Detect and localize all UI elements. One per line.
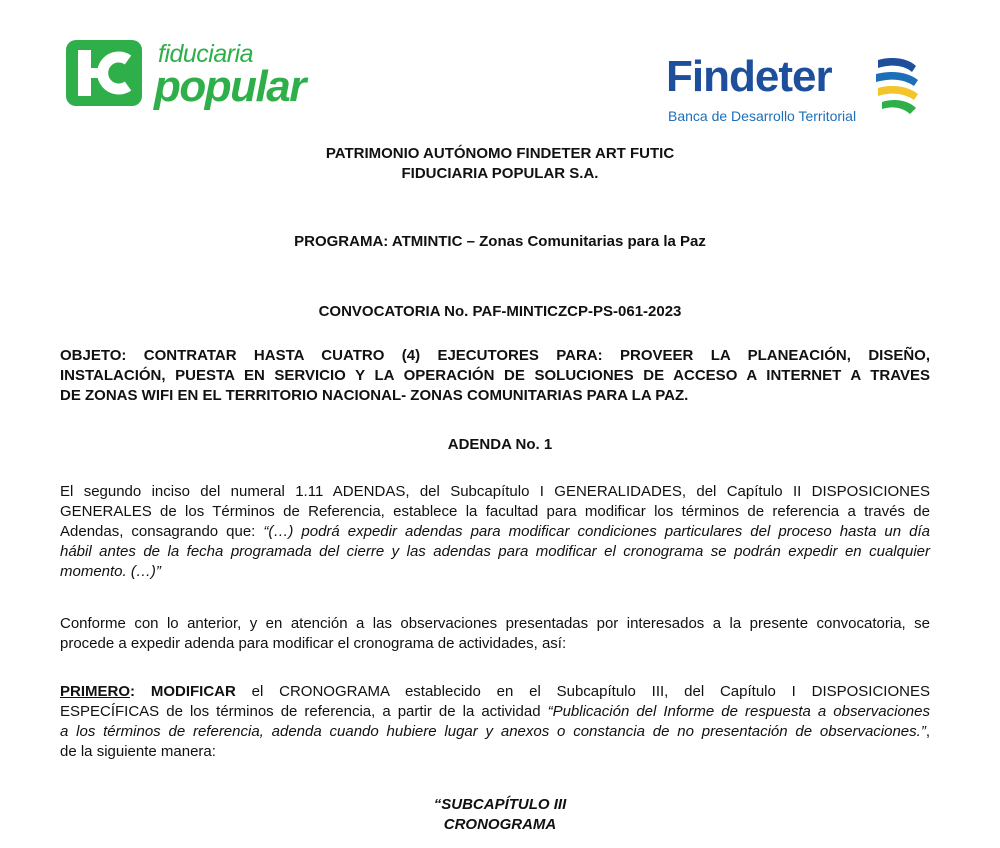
- paragraph-1: [60, 482, 930, 582]
- header-line-1: PATRIMONIO AUTÓNOMO FINDETER ART FUTIC: [325, 145, 675, 162]
- objeto-line-3: DE ZONAS WIFI EN EL TERRITORIO NACIONAL- ZONAS COMUNITARIAS PARA LA PAZ.: [60, 387, 689, 404]
- paragraph-1-line-3-plain: Adendas, consagrando que:: [60, 523, 264, 540]
- paragraph-1-line-2: GENERALES de los Términos de Referencia, establece la facultad para modificar los términos de referencia a través de: [60, 503, 930, 520]
- adenda-title: ADENDA No. 1: [447, 436, 553, 453]
- objeto-paragraph: [60, 346, 930, 406]
- paragraph-3-line-2-plain: ESPECÍFICAS de los términos de referencia, a partir de la actividad: [60, 703, 548, 720]
- paragraph-3-line-1: [60, 682, 930, 702]
- paragraph-1-quote-start: “(…) podrá expedir adendas para modificar condiciones particulares del proceso hasta un día: [263, 523, 930, 540]
- header-line-2: FIDUCIARIA POPULAR S.A.: [401, 165, 599, 182]
- paragraph-3-line-3: [60, 722, 930, 742]
- fiduciaria-logo-small-text: fiduciaria: [158, 40, 254, 68]
- modificar-label: MODIFICAR: [150, 683, 236, 700]
- findeter-logo: [666, 52, 928, 132]
- paragraph-3-line-2: [60, 702, 930, 722]
- paragraph-3-line-1-rest: el CRONOGRAMA establecido en el Subcapítulo III, del Capítulo I DISPOSICIONES: [235, 683, 930, 700]
- fiduciaria-logo-big-text: popular: [154, 62, 305, 111]
- primero-label: PRIMERO: [60, 683, 131, 700]
- convocatoria-title: CONVOCATORIA No. PAF-MINTICZCP-PS-061-2023: [318, 303, 682, 320]
- primero-colon: :: [130, 683, 151, 700]
- objeto-line-2: INSTALACIÓN, PUESTA EN SERVICIO Y LA OPERACIÓN DE SOLUCIONES DE ACCESO A INTERNET A TRAVES: [60, 367, 930, 384]
- findeter-logo-name: Findeter: [666, 52, 832, 101]
- paragraph-3-line-4: de la siguiente manera:: [60, 743, 216, 760]
- paragraph-3-activity-quote: “Publicación del Informe de respuesta a observaciones: [547, 703, 930, 720]
- objeto-line-1: OBJETO: CONTRATAR HASTA CUATRO (4) EJECUTORES PARA: PROVEER LA PLANEACIÓN, DISEÑO,: [60, 347, 930, 364]
- programa-title: PROGRAMA: ATMINTIC – Zonas Comunitarias para la Paz: [294, 233, 706, 250]
- paragraph-2-line-2: procede a expedir adenda para modificar el cronograma de actividades, así:: [60, 635, 567, 652]
- paragraph-1-line-3: [60, 522, 930, 542]
- findeter-logo-tagline: Banca de Desarrollo Territorial: [668, 108, 857, 124]
- findeter-stripes-icon: [872, 54, 924, 116]
- fiduciaria-popular-logo-icon: [66, 40, 142, 106]
- paragraph-3-activity-quote-cont: a los términos de referencia, adenda cuando hubiere lugar y anexos o constancia de no presentación de observaciones.”: [60, 723, 926, 740]
- paragraph-1-line-4: hábil antes de la fecha programada del cierre y las adendas para modificar el cronograma se podrán expedir en cualquier: [60, 543, 930, 560]
- paragraph-1-line-1: El segundo inciso del numeral 1.11 ADENDAS, del Subcapítulo I GENERALIDADES, del Capítulo II DISPOSICIONES: [60, 483, 930, 500]
- paragraph-3: [60, 682, 930, 762]
- paragraph-1-line-5: momento. (…)”: [60, 563, 161, 580]
- fiduciaria-popular-logo: [66, 40, 316, 112]
- paragraph-2: [60, 614, 930, 654]
- paragraph-3-comma: ,: [925, 723, 930, 740]
- cronograma-heading: CRONOGRAMA: [443, 816, 557, 833]
- subcapitulo-heading: “SUBCAPÍTULO III: [433, 796, 567, 813]
- paragraph-2-line-1: Conforme con lo anterior, y en atención a las observaciones presentadas por interesados a la presente convocatoria, se: [60, 615, 930, 632]
